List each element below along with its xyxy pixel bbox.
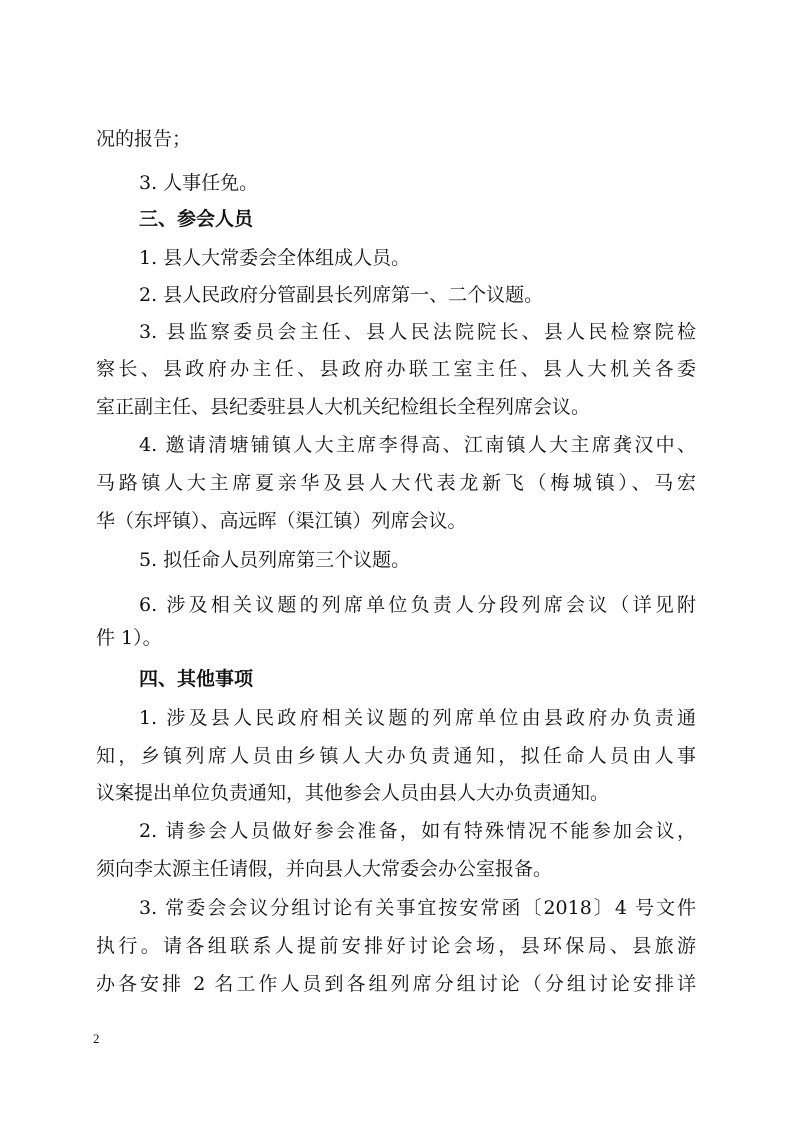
body-text-line: 5. 拟任命人员列席第三个议题。 [139, 549, 411, 571]
body-text-line: 3. 常委会会议分组讨论有关事宜按安常函〔2018〕4 号文件 [139, 897, 696, 919]
body-text-line: 4. 邀请清塘铺镇人大主席李得高、江南镇人大主席龚汉中、 [139, 434, 696, 456]
body-text-line: 1. 县人大常委会全体组成人员。 [139, 247, 411, 269]
body-text-line: 况的报告； [96, 128, 192, 150]
body-text-line: 办各安排 2 名工作人员到各组列席分组讨论（分组讨论安排详 [96, 973, 696, 995]
body-text-line: 察长、县政府办主任、县政府办联工室主任、县人大机关各委 [96, 358, 696, 380]
body-text-line: 1. 涉及县人民政府相关议题的列席单位由县政府办负责通 [139, 707, 696, 729]
page-number: 2 [93, 1031, 100, 1046]
body-text-line: 室正副主任、县纪委驻县人大机关纪检组长全程列席会议。 [96, 396, 591, 418]
section-heading: 三、参会人员 [139, 208, 254, 230]
body-text-line: 2. 县人民政府分管副县长列席第一、二个议题。 [139, 284, 544, 306]
body-text-line: 3. 人事任免。 [139, 172, 259, 194]
body-text-line: 马路镇人大主席夏亲华及县人大代表龙新飞（梅城镇）、马宏 [96, 472, 696, 494]
body-text-line: 3. 县监察委员会主任、县人民法院院长、县人民检察院检 [139, 321, 696, 343]
body-text-line: 议案提出单位负责通知，其他参会人员由县人大办负责通知。 [96, 782, 610, 804]
body-text-line: 华（东坪镇）、高远晖（渠江镇）列席会议。 [96, 510, 467, 532]
body-text-line: 件 1）。 [96, 627, 162, 649]
body-text-line: 执行。请各组联系人提前安排好讨论会场，县环保局、县旅游 [96, 935, 696, 957]
body-text-line: 须向李太源主任请假，并向县人大常委会办公室报备。 [96, 858, 553, 880]
body-text-line: 知，乡镇列席人员由乡镇人大办负责通知，拟任命人员由人事 [96, 745, 696, 767]
body-text-line: 6. 涉及相关议题的列席单位负责人分段列席会议（详见附 [139, 594, 696, 616]
section-heading: 四、其他事项 [139, 668, 254, 690]
body-text-line: 2. 请参会人员做好参会准备，如有特殊情况不能参加会议， [139, 820, 696, 842]
